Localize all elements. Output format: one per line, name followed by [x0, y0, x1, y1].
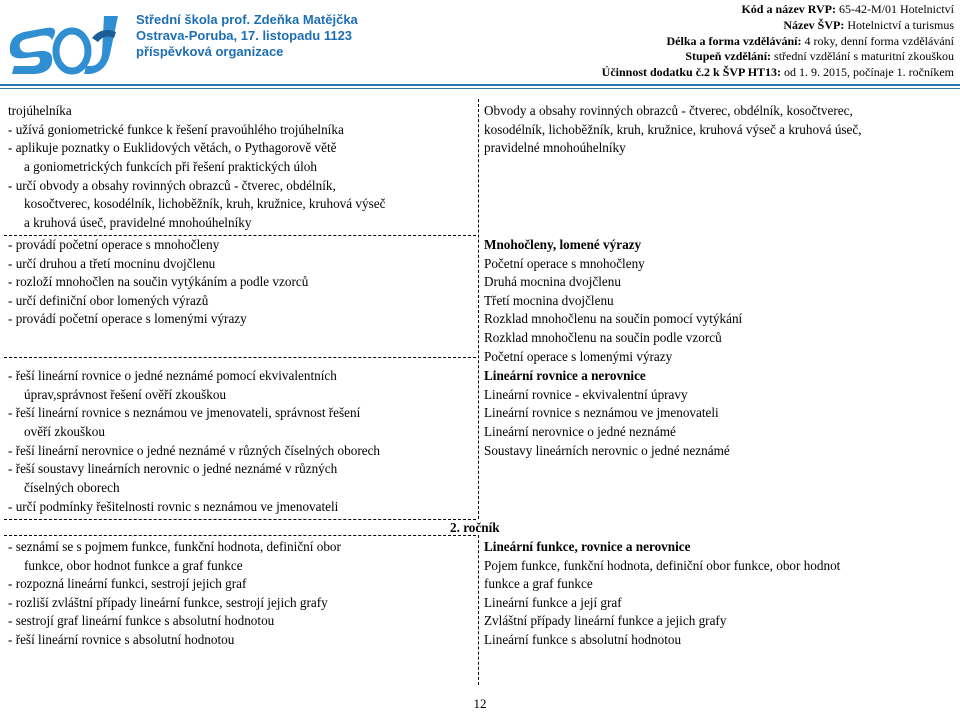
- outcome-line: - rozliší zvláštní případy lineární funkce, sestrojí jejich grafy: [8, 595, 328, 610]
- content-line: Lineární rovnice s neznámou ve jmenovateli: [484, 405, 719, 420]
- outcome-line: - aplikuje poznatky o Euklidových větách, o Pythagorově větě: [8, 140, 337, 155]
- row-divider: [4, 357, 476, 358]
- header-rule-thin: [0, 88, 960, 89]
- content-line: Druhá mocnina dvojčlenu: [484, 274, 621, 289]
- content-line: pravidelné mnohoúhelníky: [484, 140, 626, 155]
- validity-line: Účinnost dodatku č.2 k ŠVP HT13: od 1. 9. 2015, počínaje 1. ročníkem: [601, 65, 954, 80]
- content-line: Soustavy lineárních nerovnic o jedné neznámé: [484, 443, 730, 458]
- year-heading: 2. ročník: [450, 520, 500, 535]
- outcome-line: - určí druhou a třetí mocninu dvojčlenu: [8, 256, 216, 271]
- svp-name-line: Název ŠVP: Hotelnictví a turismus: [783, 17, 954, 32]
- page-number: 12: [473, 696, 487, 711]
- program-info: [602, 2, 954, 81]
- outcome-line: - provádí početní operace s mnohočleny: [8, 237, 220, 252]
- outcome-line: - řeší lineární rovnice s neznámou ve jmenovateli, správnost řešení: [8, 405, 361, 420]
- row-divider: [4, 519, 476, 520]
- outcome-line: úprav,správnost řešení ověří zkouškou: [24, 387, 227, 402]
- school-name-line: Střední škola prof. Zdeňka Matějčka: [136, 12, 358, 27]
- content-line: Početní operace s mnohočleny: [484, 256, 645, 271]
- duration-line: Délka a forma vzdělávání: 4 roky, denní forma vzdělávání: [666, 33, 954, 48]
- outcome-line: - určí obvody a obsahy rovinných obrazců - čtverec, obdélník,: [8, 178, 336, 193]
- topic-heading: Mnohočleny, lomené výrazy: [484, 237, 642, 252]
- school-address-line: Ostrava-Poruba, 17. listopadu 1123: [136, 28, 353, 43]
- outcome-line: číselných oborech: [24, 480, 120, 495]
- content-line: Třetí mocnina dvojčlenu: [484, 293, 614, 308]
- outcome-line: - rozpozná lineární funkci, sestrojí jejich graf: [8, 576, 247, 591]
- content-line: Početní operace s lomenými výrazy: [484, 349, 673, 364]
- outcome-line: funkce, obor hodnot funkce a graf funkce: [24, 558, 243, 573]
- outcome-line: ověří zkouškou: [24, 424, 105, 439]
- content-line: Lineární rovnice - ekvivalentní úpravy: [484, 387, 688, 402]
- outcome-line: - seznámí se s pojmem funkce, funkční hodnota, definiční obor: [8, 539, 341, 554]
- row-divider: [4, 535, 476, 536]
- outcome-line: kosočtverec, kosodélník, lichoběžník, kruh, kružnice, kruhová výseč: [24, 196, 386, 211]
- column-divider: [478, 535, 479, 685]
- topic-heading: Lineární funkce, rovnice a nerovnice: [484, 539, 691, 554]
- content-line: kosodélník, lichoběžník, kruh, kružnice, kruhová výseč a kruhová úseč,: [484, 122, 862, 137]
- outcome-line: - užívá goniometrické funkce k řešení pravoúhlého trojúhelníka: [8, 122, 344, 137]
- outcome-line: - řeší lineární rovnice s absolutní hodnotou: [8, 632, 235, 647]
- outcome-line: - provádí početní operace s lomenými výrazy: [8, 311, 247, 326]
- outcome-line: - řeší lineární rovnice o jedné neznámé pomocí ekvivalentních: [8, 368, 337, 383]
- content-line: Zvláštní případy lineární funkce a jejich grafy: [484, 613, 727, 628]
- content-line: Pojem funkce, funkční hodnota, definiční obor funkce, obor hodnot: [484, 558, 841, 573]
- school-org-line: příspěvková organizace: [136, 44, 284, 59]
- outcome-line: a goniometrických funkcích při řešení praktických úloh: [24, 159, 317, 174]
- outcome-line: a kruhová úseč, pravidelné mnohoúhelníky: [24, 215, 252, 230]
- content-line: funkce a graf funkce: [484, 576, 593, 591]
- school-name: [136, 12, 358, 60]
- outcome-line: - určí definiční obor lomených výrazů: [8, 293, 209, 308]
- outcome-line: - řeší lineární nerovnice o jedné neznámé v různých číselných oborech: [8, 443, 381, 458]
- school-logo-icon: [6, 8, 130, 78]
- level-line: Stupeň vzdělání: střední vzdělání s maturitní zkouškou: [685, 49, 954, 64]
- curriculum-table: [0, 95, 960, 687]
- content-line: Obvody a obsahy rovinných obrazců - čtverec, obdélník, kosočtverec,: [484, 103, 853, 118]
- header-rule: [0, 84, 960, 86]
- page-header: [0, 0, 960, 86]
- rvp-code-line: Kód a název RVP: 65-42-M/01 Hotelnictví: [741, 2, 954, 16]
- content-line: Lineární funkce a její graf: [484, 595, 622, 610]
- content-line: Lineární funkce s absolutní hodnotou: [484, 632, 682, 647]
- outcome-line: - určí podmínky řešitelnosti rovnic s neznámou ve jmenovateli: [8, 499, 339, 514]
- outcome-line: - sestrojí graf lineární funkce s absolutní hodnotou: [8, 613, 275, 628]
- content-line: Rozklad mnohočlenu na součin podle vzorců: [484, 330, 722, 345]
- outcome-line: - řeší soustavy lineárních nerovnic o jedné neznámé v různých: [8, 461, 338, 476]
- outcome-line: trojúhelníka: [8, 103, 72, 118]
- topic-heading: Lineární rovnice a nerovnice: [484, 368, 646, 383]
- content-line: Lineární nerovnice o jedné neznámé: [484, 424, 676, 439]
- content-line: Rozklad mnohočlenu na součin pomocí vytýkání: [484, 311, 743, 326]
- column-divider: [478, 99, 479, 519]
- outcome-line: - rozloží mnohočlen na součin vytýkáním a podle vzorců: [8, 274, 309, 289]
